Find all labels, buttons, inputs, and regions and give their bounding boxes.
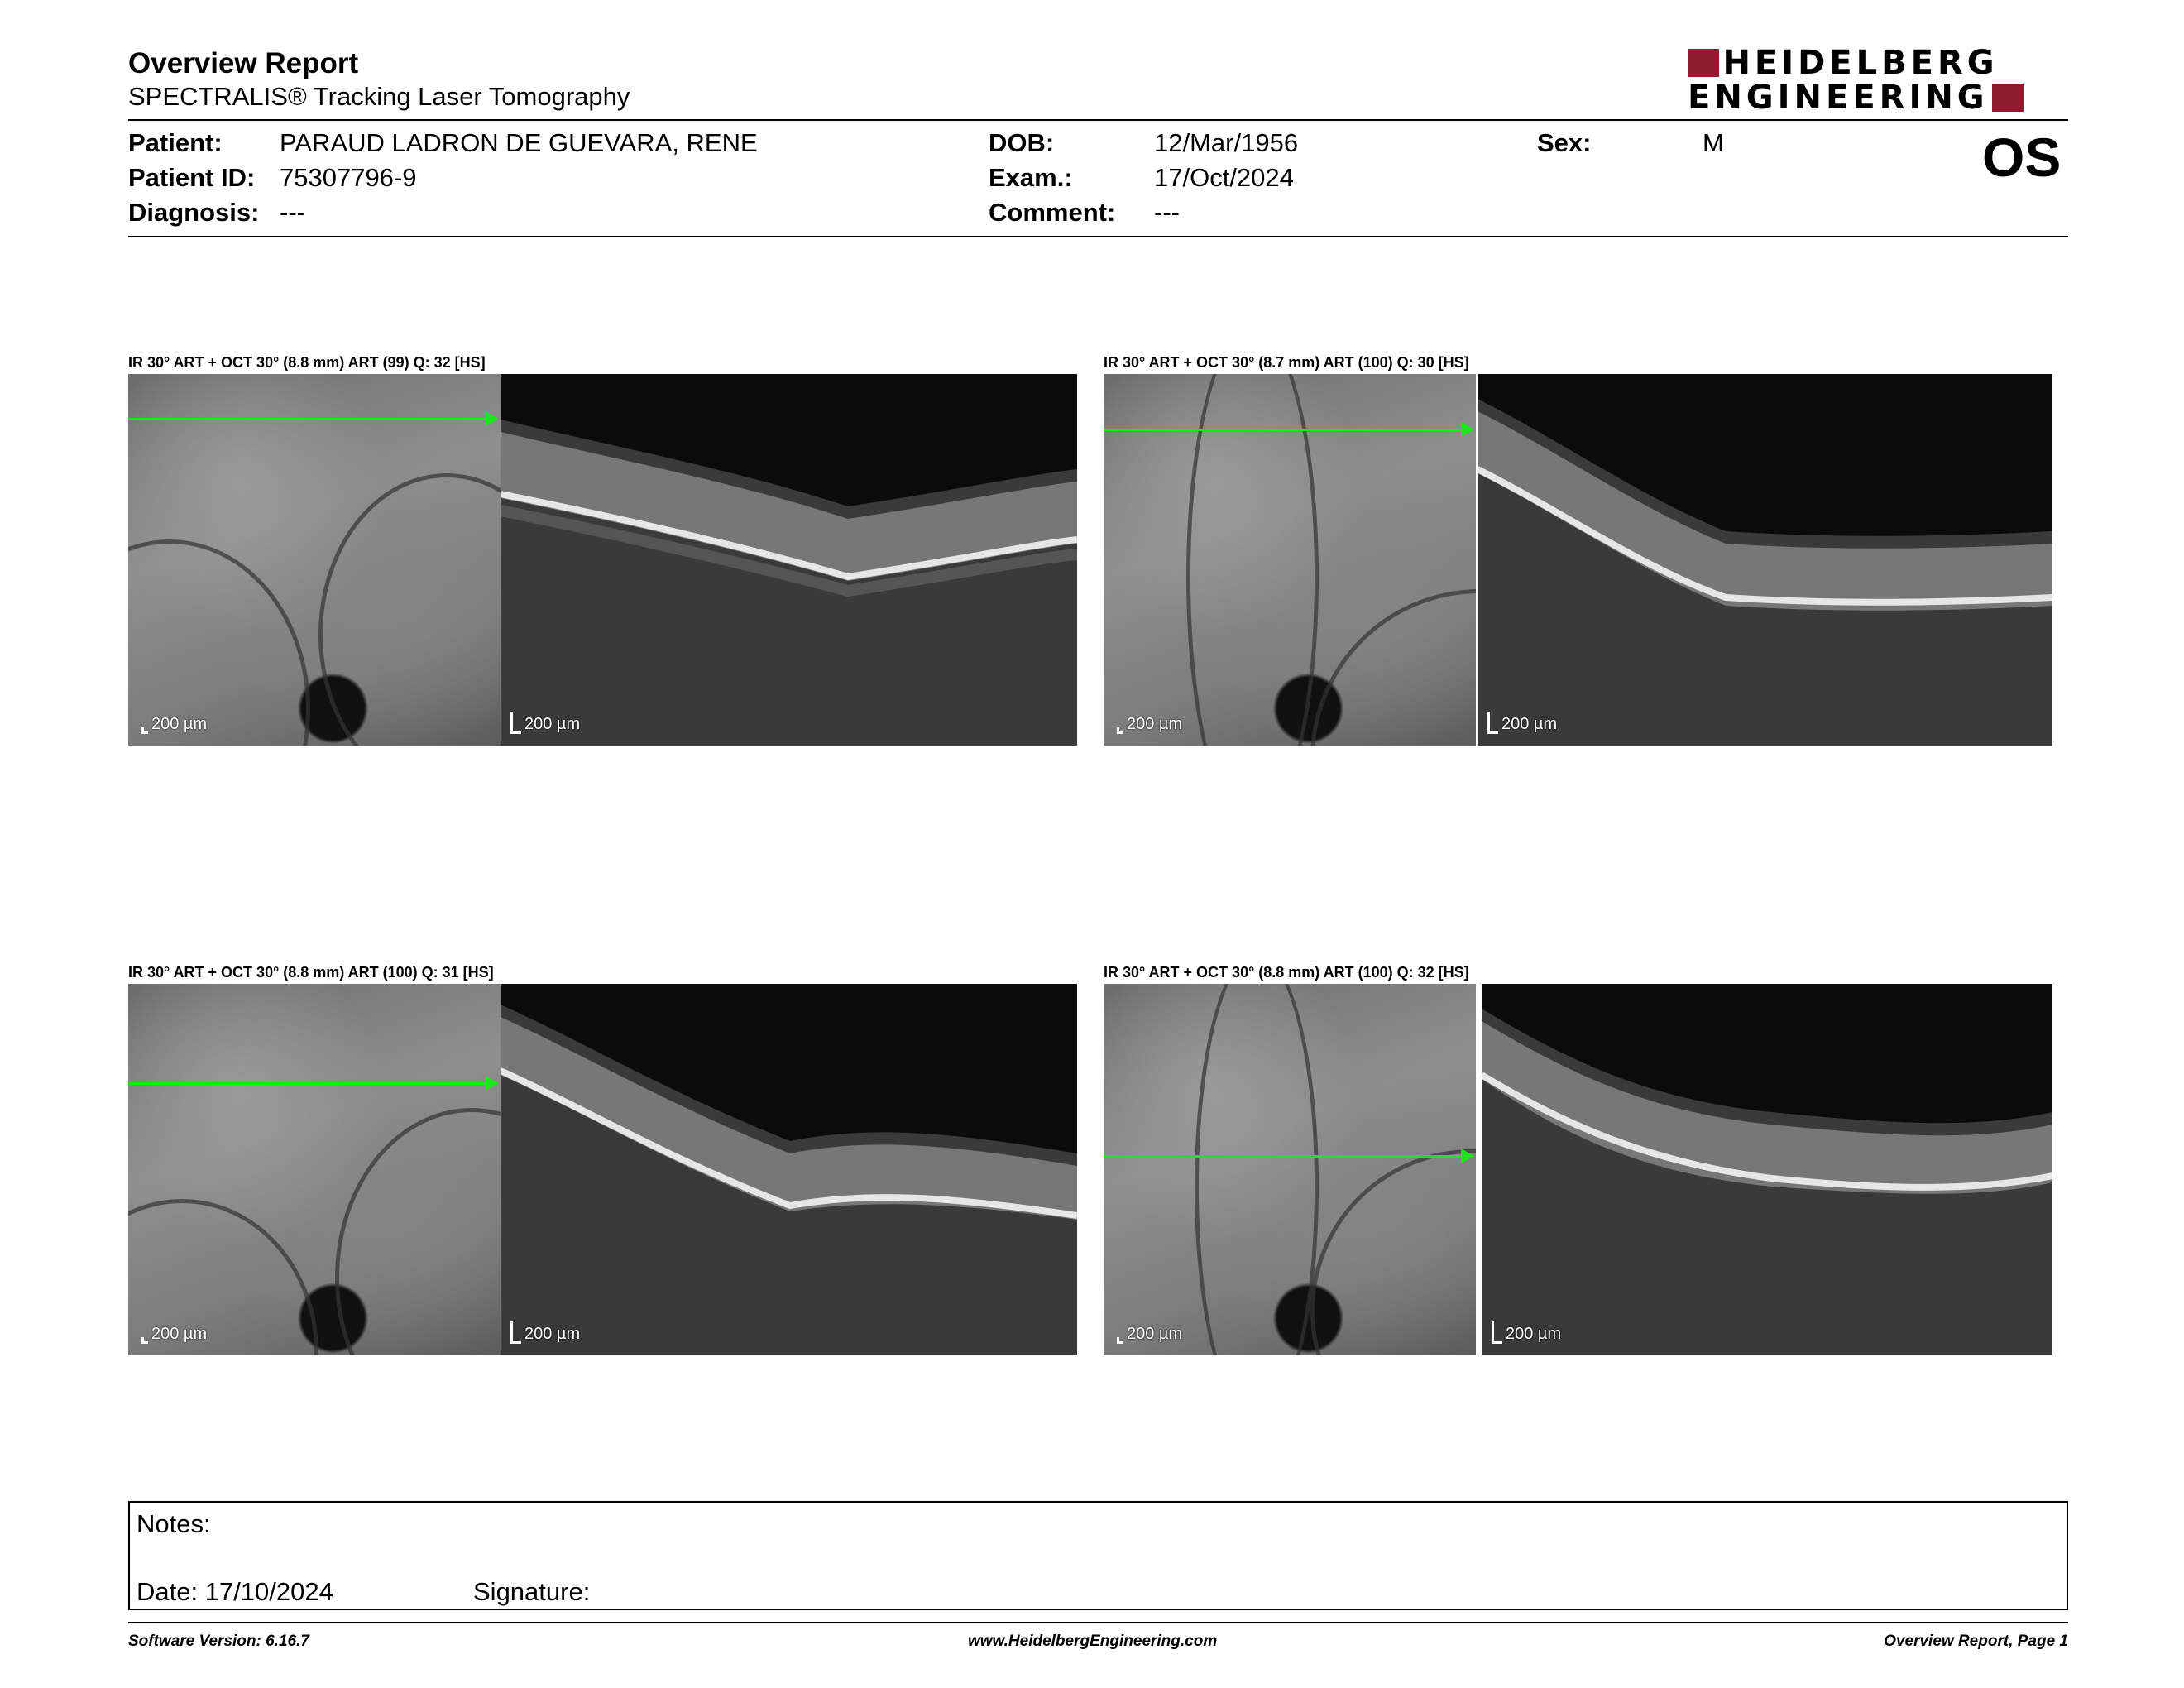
sex-value: M bbox=[1703, 128, 1724, 157]
oct-bscan-image bbox=[500, 374, 1077, 746]
date-label: Date: 17/10/2024 bbox=[136, 1577, 333, 1606]
oct-scale-bar: 200 µm bbox=[1487, 712, 1557, 734]
patient-id-label: Patient ID: bbox=[128, 163, 256, 192]
fundus-image bbox=[1104, 984, 1476, 1355]
signature-label: Signature: bbox=[473, 1577, 591, 1606]
oct-bscan-image bbox=[1482, 984, 2052, 1355]
scan-position-arrow bbox=[128, 1082, 497, 1085]
panel-label: IR 30° ART + OCT 30° (8.8 mm) ART (100) Q: 31 [HS] bbox=[128, 964, 494, 981]
exam-value: 17/Oct/2024 bbox=[1154, 163, 1294, 192]
retina-layers bbox=[1478, 374, 2052, 746]
retinal-vessel bbox=[318, 473, 500, 746]
website-link[interactable]: www.HeidelbergEngineering.com bbox=[968, 1633, 1218, 1650]
retinal-vessel bbox=[1310, 589, 1476, 746]
slo-scale-bar: 200 µm bbox=[1117, 715, 1182, 734]
oct-scale-bar: 200 µm bbox=[510, 1321, 580, 1344]
oct-scale-bar: 200 µm bbox=[510, 712, 580, 734]
heidelberg-logo bbox=[1688, 46, 2024, 115]
logo-line2: ENGINEERING bbox=[1688, 79, 1989, 117]
retina-layers bbox=[500, 374, 1077, 746]
oct-bscan-image bbox=[500, 984, 1077, 1355]
dob-value: 12/Mar/1956 bbox=[1154, 128, 1299, 157]
report-title: Overview Report bbox=[128, 47, 359, 79]
patient-divider bbox=[128, 236, 2068, 237]
retinal-vessel bbox=[1195, 984, 1319, 1355]
patient-name: PARAUD LADRON DE GUEVARA, RENE bbox=[280, 128, 758, 157]
software-version: Software Version: 6.16.7 bbox=[128, 1633, 309, 1650]
diagnosis-value: --- bbox=[280, 198, 305, 227]
fundus-image bbox=[128, 984, 500, 1355]
comment-label: Comment: bbox=[989, 198, 1116, 227]
fundus-image bbox=[1104, 374, 1476, 746]
panel-label: IR 30° ART + OCT 30° (8.7 mm) ART (100) Q: 30 [HS] bbox=[1104, 354, 1469, 371]
header-divider bbox=[128, 119, 2068, 121]
retinal-vessel bbox=[335, 1108, 500, 1355]
diagnosis-label: Diagnosis: bbox=[128, 198, 260, 227]
slo-scale-bar: 200 µm bbox=[141, 715, 207, 734]
logo-accent-block bbox=[1992, 84, 2024, 112]
retina-layers bbox=[500, 984, 1077, 1355]
notes-box bbox=[128, 1501, 2068, 1610]
retinal-vessel bbox=[1310, 1149, 1476, 1355]
scan-position-arrow bbox=[1104, 1155, 1473, 1158]
sex-label: Sex: bbox=[1537, 128, 1592, 157]
scan-position-arrow bbox=[1104, 429, 1473, 431]
logo-line1: HEIDELBERG bbox=[1722, 44, 1999, 82]
eye-indicator: OS bbox=[1982, 127, 2062, 188]
footer-divider bbox=[128, 1622, 2068, 1623]
slo-scale-bar: 200 µm bbox=[1117, 1325, 1182, 1344]
dob-label: DOB: bbox=[989, 128, 1055, 157]
oct-bscan-image bbox=[1478, 374, 2052, 746]
oct-scale-bar: 200 µm bbox=[1492, 1321, 1561, 1344]
panel-label: IR 30° ART + OCT 30° (8.8 mm) ART (99) Q: 32 [HS] bbox=[128, 354, 486, 371]
page-number: Overview Report, Page 1 bbox=[1884, 1633, 2068, 1650]
scan-position-arrow bbox=[128, 418, 497, 420]
logo-accent-block bbox=[1688, 49, 1719, 77]
fundus-image bbox=[128, 374, 500, 746]
notes-label: Notes: bbox=[136, 1509, 211, 1538]
slo-scale-bar: 200 µm bbox=[141, 1325, 207, 1344]
report-subtitle: SPECTRALIS® Tracking Laser Tomography bbox=[128, 82, 630, 111]
patient-id: 75307796-9 bbox=[280, 163, 417, 192]
patient-label: Patient: bbox=[128, 128, 223, 157]
retina-layers bbox=[1482, 984, 2052, 1355]
comment-value: --- bbox=[1154, 198, 1180, 227]
panel-label: IR 30° ART + OCT 30° (8.8 mm) ART (100) Q: 32 [HS] bbox=[1104, 964, 1469, 981]
exam-label: Exam.: bbox=[989, 163, 1073, 192]
